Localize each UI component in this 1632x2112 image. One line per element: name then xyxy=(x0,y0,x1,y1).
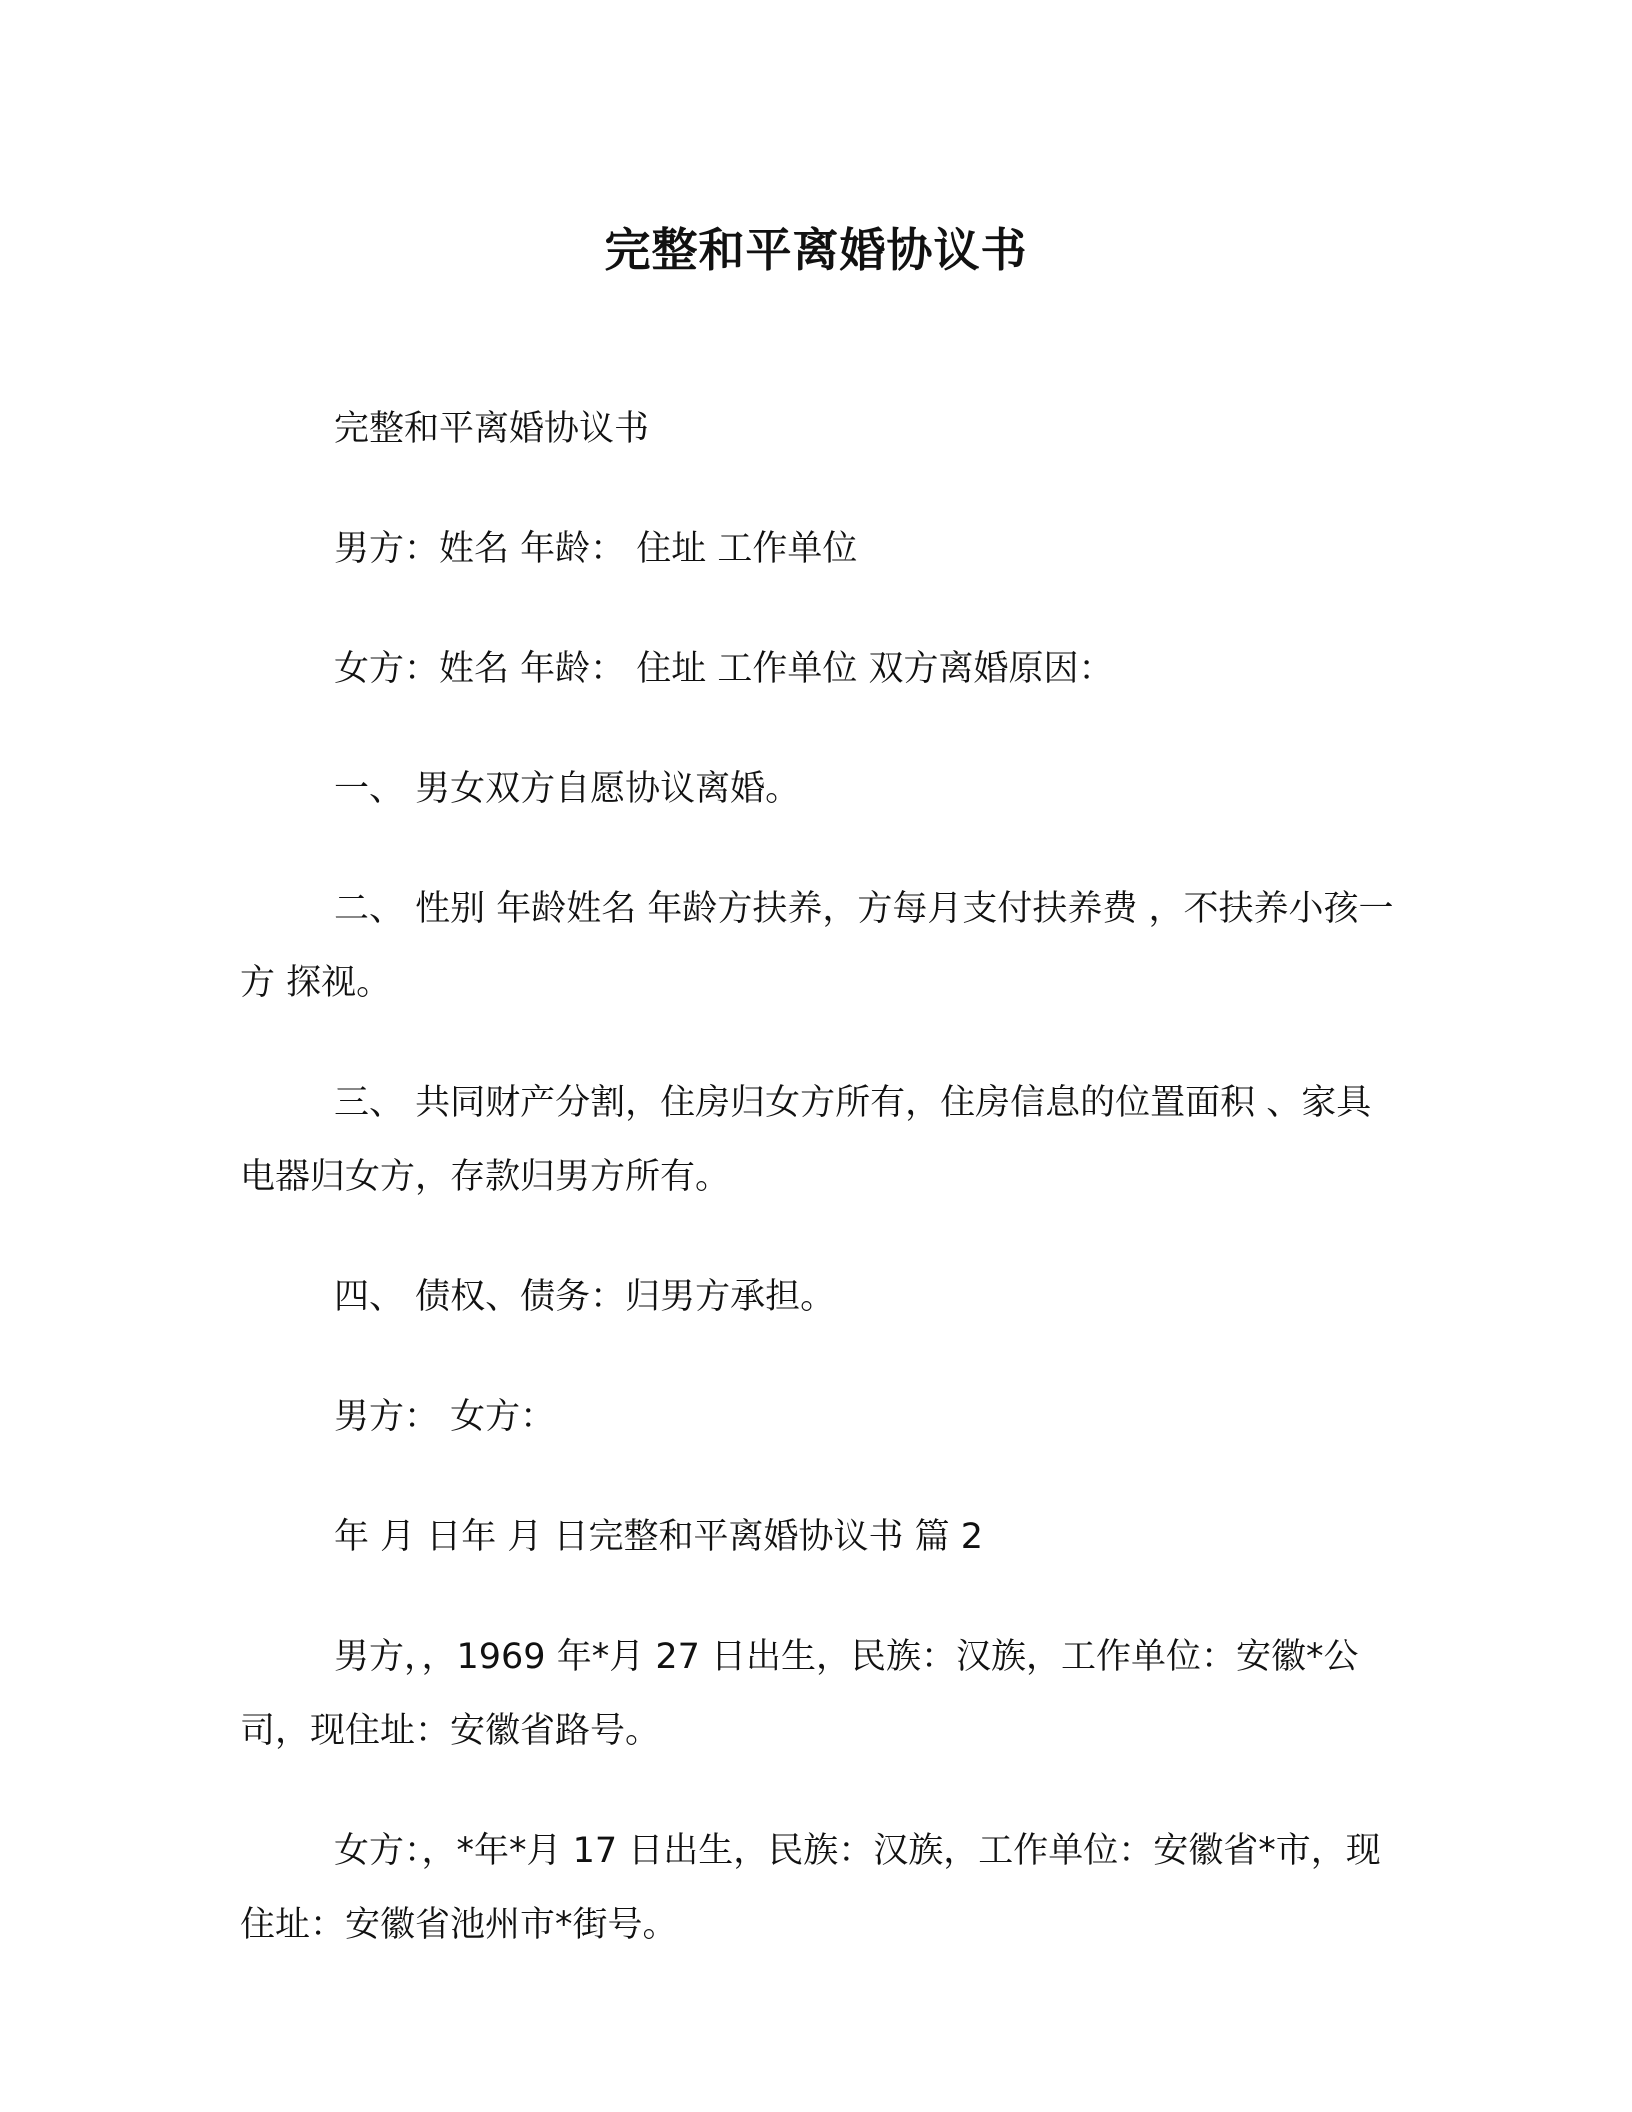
paragraph-female-info: 女方：，*年*月 17 日出生，民族：汉族，工作单位：安徽省*市，现住址：安徽省池州市*街号。 xyxy=(240,1831,1381,1945)
paragraph-clause-2: 二、 性别 年龄姓名 年龄方扶养，方每月支付扶养费 ，不扶养小孩一方 探视。 xyxy=(240,889,1394,1003)
paragraph-dates: 年 月 日年 月 日完整和平离婚协议书 篇 2 xyxy=(334,1517,984,1557)
paragraph-clause-1: 一、 男女双方自愿协议离婚。 xyxy=(334,769,801,809)
paragraph-male-party: 男方：姓名 年龄： 住址 工作单位 xyxy=(334,529,858,569)
paragraph-clause-3: 三、 共同财产分割，住房归女方所有，住房信息的位置面积 、家具电器归女方，存款归男方所有。 xyxy=(240,1083,1372,1197)
document-title: 完整和平离婚协议书 xyxy=(604,223,1028,277)
paragraph-male-info: 男方，，1969 年*月 27 日出生，民族：汉族，工作单位：安徽*公司，现住址：安徽省路号。 xyxy=(240,1637,1359,1751)
document-body xyxy=(240,392,1400,2008)
paragraph-female-party: 女方：姓名 年龄： 住址 工作单位 双方离婚原因： xyxy=(334,649,1114,689)
paragraph-signatures: 男方： 女方： xyxy=(334,1397,556,1437)
paragraph-clause-4: 四、 债权、债务：归男方承担。 xyxy=(334,1277,836,1317)
paragraph-heading: 完整和平离婚协议书 xyxy=(334,409,650,449)
